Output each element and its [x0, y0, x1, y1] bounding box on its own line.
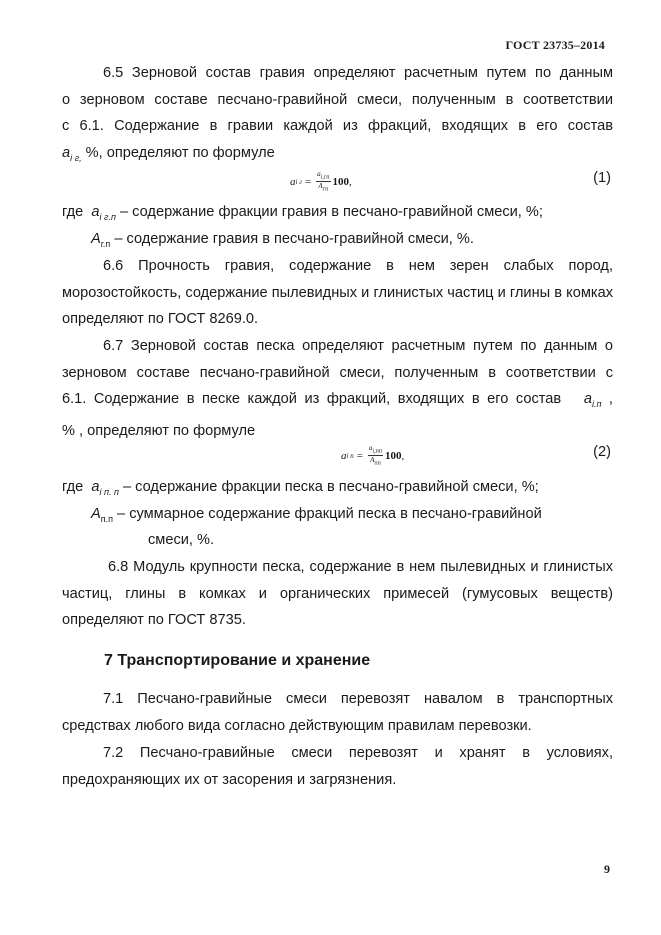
comma: , [601, 391, 613, 408]
formula-1-denominator-sub: гп [322, 186, 329, 193]
paragraph-6-6-text: 6.6 Прочность гравия, содержание в нем зерен слабых пород, морозостойкость, содержание пылевидных и глинистых частиц и глины в комках определяют по ГОСТ 8269.0. [62, 258, 613, 328]
formula-2-lhs: a [341, 449, 347, 462]
paragraph-6-5-line2: о зерновом составе песчано-гравийной смеси, полученным в соответствии [62, 91, 613, 108]
formula-1-numerator: a [317, 170, 321, 178]
definition-1-text: – содержание фракции гравия в песчано-гравийной смеси, %; [115, 204, 543, 220]
section-7-heading: 7 Транспортирование и хранение [104, 652, 371, 669]
formula-2-equals: = [356, 449, 363, 462]
formula-1-numerator-sub: i,гп [320, 174, 330, 181]
definition-2-symbol-sub: i п. п [99, 486, 119, 497]
formula-2-numerator-sub: i,пп [372, 448, 383, 455]
paragraph-6-8 [62, 554, 613, 634]
formula-1 [62, 170, 613, 192]
definition-1-symbol-2: A [91, 231, 101, 247]
formula-1-lhs: a [290, 175, 296, 188]
where-label: где [62, 204, 84, 220]
definition-2-symbol-2-sub: п.п [100, 513, 113, 524]
formula-1-expression [290, 170, 352, 194]
symbol-a: a [62, 144, 71, 161]
formula-2-numerator: a [368, 444, 373, 452]
formula-2-number: (2) [593, 444, 611, 460]
formula-2-fraction [368, 444, 383, 468]
paragraph-6-8-text: 6.8 Модуль крупности песка, содержание в нем пылевидных и глинистых частиц, глины в комках и органических примесей (гумусовых веществ) определяют по ГОСТ 8735. [62, 559, 613, 629]
paragraph-7-2 [62, 740, 613, 793]
formula-1-denominator: A [318, 182, 323, 191]
symbol-subscript: i г, [70, 152, 82, 163]
symbol-a: a [583, 391, 592, 408]
paragraph-6-7 [62, 333, 613, 444]
formula-1-equals: = [304, 175, 312, 188]
definition-2-text: – содержание фракции песка в песчано-гравийной смеси, %; [118, 479, 539, 495]
definition-1-symbol: a [91, 204, 100, 220]
definition-2-text-2: – суммарное содержание фракций песка в песчано-гравийной [112, 506, 542, 522]
symbol-subscript: i.п [591, 399, 602, 410]
formula-2-denominator: A [370, 456, 375, 465]
formula-1-comma: , [349, 175, 352, 188]
definition-1-text-2: – содержание гравия в песчано-гравийной смеси, %. [110, 231, 474, 247]
paragraph-7-1-text: 7.1 Песчано-гравийные смеси перевозят навалом в транспортных средствах любого вида согласно действующим правилам перевозки. [62, 691, 613, 734]
paragraph-6-5-line3: с 6.1. Содержание в гравии каждой из фракций, входящих в его состав [62, 118, 613, 135]
formula-2-lhs-sub: i п [346, 451, 354, 460]
definition-2-symbol-2: A [91, 506, 101, 522]
formula-1-number: (1) [593, 170, 611, 186]
formula-1-fraction [316, 170, 330, 194]
paragraph-6-5-line4 [62, 140, 613, 172]
formula-1-multiplier: 100 [332, 175, 349, 188]
definition-2-text-2-continued: смеси, %. [148, 532, 215, 548]
paragraph-6-7-line3 [62, 386, 613, 418]
paragraph-7-2-text: 7.2 Песчано-гравийные смеси перевозят и хранят в условиях, предохраняющих их от засорения и загрязнения. [62, 745, 613, 788]
formula-2-comma: , [401, 449, 405, 462]
where-label: где [62, 479, 84, 495]
page-number: 9 [604, 862, 610, 876]
formula-2-denominator-sub: пп [374, 460, 381, 467]
formula-1-lhs-sub: i г [295, 177, 302, 186]
paragraph-6-7-line1: 6.7 Зерновой состав песка определяют расчетным путем по данным о [103, 338, 613, 354]
definition-2-symbol: a [91, 479, 100, 495]
formula-2-expression [341, 444, 404, 468]
paragraph-6-7-line3-text: 6.1. Содержание в песке каждой из фракций, входящих в его состав [62, 391, 562, 408]
definition-1-symbol-2-sub: г.п [100, 238, 111, 249]
paragraph-6-5-line1: 6.5 Зерновой состав гравия определяют расчетным путем по данным [103, 65, 613, 81]
paragraph-6-7-line2: зерновом составе песчано-гравийной смеси, полученным в соответствии с [62, 364, 613, 381]
paragraph-6-6 [62, 253, 613, 333]
formula-2-multiplier: 100 [385, 449, 402, 462]
paragraph-6-7-line4: % , определяют по формуле [62, 422, 256, 439]
definition-1-symbol-sub: i г.п [99, 211, 116, 222]
paragraph-7-1 [62, 686, 613, 739]
paragraph-6-5-line4-text: %, определяют по формуле [81, 144, 275, 161]
paragraph-6-5 [62, 60, 613, 171]
standard-header: ГОСТ 23735–2014 [505, 38, 605, 52]
definition-2-row-3 [148, 527, 613, 554]
formula-2 [62, 444, 613, 466]
